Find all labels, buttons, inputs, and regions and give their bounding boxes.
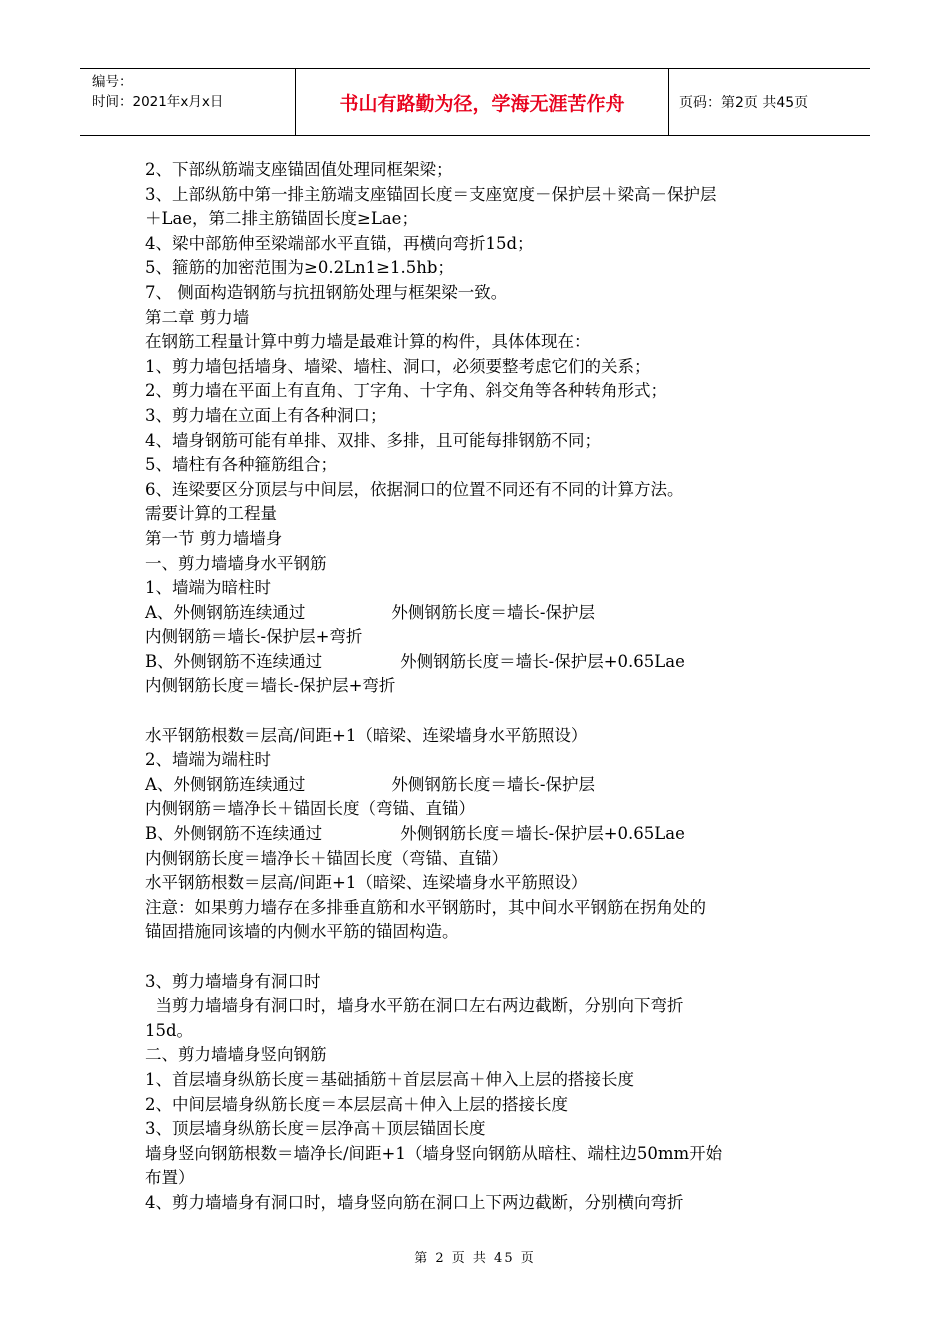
page-header <box>80 68 870 136</box>
text-line: 二、剪力墙墙身竖向钢筋 <box>145 1045 327 1065</box>
text-line: 5、墙柱有各种箍筋组合； <box>145 455 337 475</box>
blank-line <box>145 945 807 970</box>
text-line: 一、剪力墙墙身水平钢筋 <box>145 553 327 573</box>
text-line: ＋Lae，第二排主筋锚固长度≥Lae； <box>145 209 418 229</box>
code-label: 编号： <box>92 74 133 90</box>
text-left: B、外侧钢筋不连续通过 <box>145 824 323 844</box>
text-right: 外侧钢筋长度＝墙长-保护层 <box>391 774 595 794</box>
text-line: 内侧钢筋长度＝墙长-保护层+弯折 <box>145 676 396 696</box>
blank-line <box>145 699 807 724</box>
text-line: 布置） <box>145 1168 195 1188</box>
text-right: 外侧钢筋长度＝墙长-保护层 <box>391 602 595 622</box>
text-line-pair <box>145 601 807 626</box>
text-line: 3、剪力墙墙身有洞口时 <box>145 971 321 991</box>
text-line: 4、剪力墙墙身有洞口时，墙身竖向筋在洞口上下两边截断，分别横向弯折 <box>145 1192 684 1212</box>
text-line: 3、顶层墙身纵筋长度＝层净高＋顶层锚固长度 <box>145 1119 486 1139</box>
text-line: 5、箍筋的加密范围为≥0.2Ln1≥1.5hb； <box>145 258 454 278</box>
text-line: 2、中间层墙身纵筋长度＝本层层高＋伸入上层的搭接长度 <box>145 1094 568 1114</box>
page-footer: 第 2 页 共 45 页 <box>414 1251 536 1266</box>
text-line: 墙身竖向钢筋根数＝墙净长/间距+1（墙身竖向钢筋从暗柱、端柱边50mm开始 <box>145 1143 723 1163</box>
text-line-pair <box>145 650 807 675</box>
text-line: 15d。 <box>145 1020 194 1040</box>
note-line: 锚固措施同该墙的内侧水平筋的锚固构造。 <box>145 922 459 942</box>
text-line: 3、上部纵筋中第一排主筋端支座锚固长度＝支座宽度－保护层＋梁高－保护层 <box>145 184 717 204</box>
text-line: 水平钢筋根数＝层高/间距+1（暗梁、连梁墙身水平筋照设） <box>145 725 588 745</box>
chapter-heading: 第二章 剪力墙 <box>145 307 250 327</box>
text-left: A、外侧钢筋连续通过 <box>145 774 306 794</box>
text-right: 外侧钢筋长度＝墙长-保护层+0.65Lae <box>400 824 685 844</box>
note-line: 注意：如果剪力墙存在多排垂直筋和水平钢筋时，其中间水平钢筋在拐角处的 <box>145 897 706 917</box>
text-line: 2、剪力墙在平面上有直角、丁字角、十字角、斜交角等各种转角形式； <box>145 381 667 401</box>
header-page-info: 页码：第2页 共45页 <box>679 95 809 111</box>
text-line: 内侧钢筋＝墙净长＋锚固长度（弯锚、直锚） <box>145 799 475 819</box>
text-line: 3、剪力墙在立面上有各种洞口； <box>145 405 387 425</box>
text-line-pair <box>145 822 807 847</box>
text-line: 2、下部纵筋端支座锚固值处理同框架梁； <box>145 160 453 179</box>
text-line: 1、剪力墙包括墙身、墙梁、墙柱、洞口，必须要整考虑它们的关系； <box>145 356 651 376</box>
document-body <box>145 158 807 1216</box>
header-motto: 书山有路勤为径，学海无涯苦作舟 <box>296 69 669 135</box>
text-line: 在钢筋工程量计算中剪力墙是最难计算的构件，具体体现在： <box>145 332 591 352</box>
section-heading: 第一节 剪力墙墙身 <box>145 528 283 548</box>
text-line: 内侧钢筋＝墙长-保护层+弯折 <box>145 627 363 647</box>
text-line: 1、墙端为暗柱时 <box>145 578 271 598</box>
text-line: 当剪力墙墙身有洞口时，墙身水平筋在洞口左右两边截断，分别向下弯折 <box>145 996 684 1016</box>
header-meta <box>80 69 296 135</box>
text-left: B、外侧钢筋不连续通过 <box>145 651 323 671</box>
text-line: 1、首层墙身纵筋长度＝基础插筋＋首层层高＋伸入上层的搭接长度 <box>145 1069 634 1089</box>
text-line: 水平钢筋根数＝层高/间距+1（暗梁、连梁墙身水平筋照设） <box>145 873 588 893</box>
text-line-pair <box>145 773 807 798</box>
text-left: A、外侧钢筋连续通过 <box>145 602 306 622</box>
text-line: 4、梁中部筋伸至梁端部水平直锚，再横向弯折15d； <box>145 233 534 253</box>
time-label: 时间：2021年x月x日 <box>92 94 224 110</box>
text-line: 需要计算的工程量 <box>145 504 277 524</box>
text-line: 4、墙身钢筋可能有单排、双排、多排，且可能每排钢筋不同； <box>145 430 601 450</box>
text-line: 2、墙端为端柱时 <box>145 750 271 770</box>
text-line: 6、连梁要区分顶层与中间层，依据洞口的位置不同还有不同的计算方法。 <box>145 479 684 499</box>
text-line: 7、 侧面构造钢筋与抗扭钢筋处理与框架梁一致。 <box>145 282 508 302</box>
text-right: 外侧钢筋长度＝墙长-保护层+0.65Lae <box>400 651 685 671</box>
text-line: 内侧钢筋长度＝墙净长＋锚固长度（弯锚、直锚） <box>145 848 508 868</box>
